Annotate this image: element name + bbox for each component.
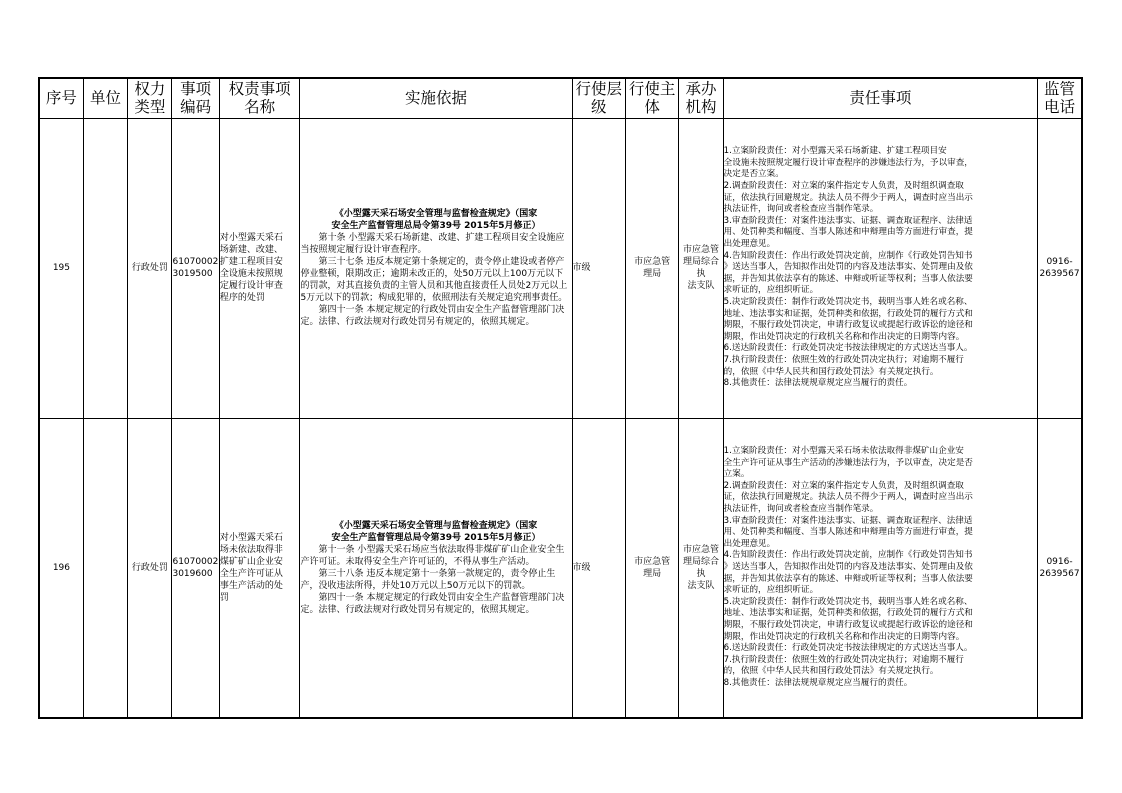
unit-cell [83,418,127,718]
header-item-name: 权责事项 名称 [219,78,300,118]
basis-paragraph: 第三十七条 违反本规定第十条规定的，责令停止建设或者停产停业整顿，限期改正；逾期未改正的，处50万元以上100万元以下的罚款，对其直接负责的主管人员和其他直接责任人员处2万元以上5万元以下的罚款；构成犯罪的，依照刑法有关规定追究刑事责任。 [300,257,568,303]
header-responsibilities: 责任事项 [723,78,1037,118]
header-basis: 实施依据 [300,78,572,118]
header-seq: 序号 [39,78,83,118]
level-cell: 市级 [572,118,625,418]
responsibility-table [38,77,1083,719]
responsibilities-cell: 1.立案阶段责任：对小型露天采石场新建、扩建工程项目安 全设施未按照规定履行设计审查程序的涉嫌违法行为，予以审查， 决定是否立案。 2.调查阶段责任：对立案的案件指定专人负责，及时组织调查取 证，依法执行回避规定。执法人员不得少于两人，调查时应当出示 执法证件，询问或者检查应当制作笔录。 3.审查阶段责任：对案件违法事实、证据、调查取证程序、法律适 用、处罚种类和幅度、当事人陈述和申辩理由等方面进行审查，提 出处理意见。 4.告知阶段责任：作出行政处罚决定前，应制作《行政处罚告知书 》送达当事人，告知拟作出处罚的内容及违法事实、处罚理由及依 据，并告知其依法享有的陈述、申辩或听证等权利；当事人依法要 求听证的，应组织听证。 5.决定阶段责任：制作行政处罚决定书，载明当事人姓名或名称、 地址、违法事实和证据，处罚种类和依据，行政处罚的履行方式和 期限，不服行政处罚决定，申请行政复议或提起行政诉讼的途径和 期限，作出处罚决定的行政机关名称和作出决定的日期等内容。 6.送达阶段责任：行政处罚决定书按法律规定的方式送达当事人。 7.执行阶段责任：依照生效的行政处罚决定执行；对逾期不履行 的，依照《中华人民共和国行政处罚法》有关规定执行。 8.其他责任：法律法规规章规定应当履行的责任。 [723,118,1037,418]
header-phone: 监管 电话 [1038,78,1082,118]
basis-paragraph: 第十一条 小型露天采石场应当依法取得非煤矿矿山企业安全生产许可证。未取得安全生产许可证的，不得从事生产活动。 [300,544,565,567]
level-cell: 市级 [572,418,625,718]
power-type-cell: 行政处罚 [128,118,172,418]
agency-cell: 市应急管 理局综合执 法支队 [679,118,723,418]
table-row [39,118,1082,418]
item-name-cell: 对小型露天采石 场新建、改建、 扩建工程项目安 全设施未按照规 定履行设计审查 程序的处罚 [219,118,300,418]
subject-cell: 市应急管 理局 [625,418,678,718]
table-row [39,418,1082,718]
agency-cell: 市应急管 理局综合执 法支队 [679,418,723,718]
code-cell: 61070002 3019500 [172,118,219,418]
basis-title: 《小型露天采石场安全管理与监督检查规定》（国家 安全生产监督管理总局令第39号 2015年5月修正） [331,520,541,543]
seq-cell: 195 [39,118,83,418]
basis-paragraph: 第三十八条 违反本规定第十一条第一款规定的，责令停止生产，没收违法所得，并处10万元以上50万元以下的罚款。 [300,568,556,591]
responsibilities-cell: 1.立案阶段责任：对小型露天采石场未依法取得非煤矿山企业安 全生产许可证从事生产活动的涉嫌违法行为，予以审查，决定是否 立案。 2.调查阶段责任：对立案的案件指定专人负责，及时组织调查取 证，依法执行回避规定。执法人员不得少于两人，调查时应当出示 执法证件，询问或者检查应当制作笔录。 3.审查阶段责任：对案件违法事实、证据、调查取证程序、法律适 用、处罚种类和幅度、当事人陈述和申辩理由等方面进行审查，提 出处理意见。 4.告知阶段责任：作出行政处罚决定前，应制作《行政处罚告知书 》送达当事人，告知拟作出处罚的内容及违法事实、处罚理由及依 据，并告知其依法享有的陈述、申辩或听证等权利；当事人依法要 求听证的，应组织听证。 5.决定阶段责任：制作行政处罚决定书，载明当事人姓名或名称、 地址、违法事实和证据，处罚种类和依据，行政处罚的履行方式和 期限，不服行政处罚决定，申请行政复议或提起行政诉讼的途径和 期限，作出处罚决定的行政机关名称和作出决定的日期等内容。 6.送达阶段责任：行政处罚决定书按法律规定的方式送达当事人。 7.执行阶段责任：依照生效的行政处罚决定执行；对逾期不履行 的，依照《中华人民共和国行政处罚法》有关规定执行。 8.其他责任：法律法规规章规定应当履行的责任。 [723,418,1037,718]
header-code: 事项 编码 [172,78,219,118]
power-type-cell: 行政处罚 [128,418,172,718]
unit-cell [83,118,127,418]
basis-paragraph: 第十条 小型露天采石场新建、改建、扩建工程项目安全设施应当按照规定履行设计审查程序。 [300,233,565,255]
code-cell: 61070002 3019600 [172,418,219,718]
phone-cell: 0916- 2639567 [1038,118,1082,418]
basis-title: 《小型露天采石场安全管理与监督检查规定》（国家 安全生产监督管理总局令第39号 2015年5月修正） [331,209,541,231]
basis-cell [300,418,572,718]
header-agency: 承办 机构 [679,78,723,118]
subject-cell: 市应急管 理局 [625,118,678,418]
header-row [39,78,1082,118]
header-level: 行使层 级 [572,78,625,118]
header-power-type: 权力 类型 [128,78,172,118]
basis-paragraph: 第四十一条 本规定规定的行政处罚由安全生产监督管理部门决定。法律、行政法规对行政处罚另有规定的，依照其规定。 [300,592,565,615]
header-unit: 单位 [83,78,127,118]
seq-cell: 196 [39,418,83,718]
phone-cell: 0916- 2639567 [1038,418,1082,718]
item-name-cell: 对小型露天采石 场未依法取得非 煤矿矿山企业安 全生产许可证从 事生产活动的处 罚 [219,418,300,718]
basis-cell [300,118,572,418]
basis-paragraph: 第四十一条 本规定规定的行政处罚由安全生产监督管理部门决定。法律、行政法规对行政处罚另有规定的，依照其规定。 [300,305,565,327]
header-subject: 行使主 体 [625,78,678,118]
